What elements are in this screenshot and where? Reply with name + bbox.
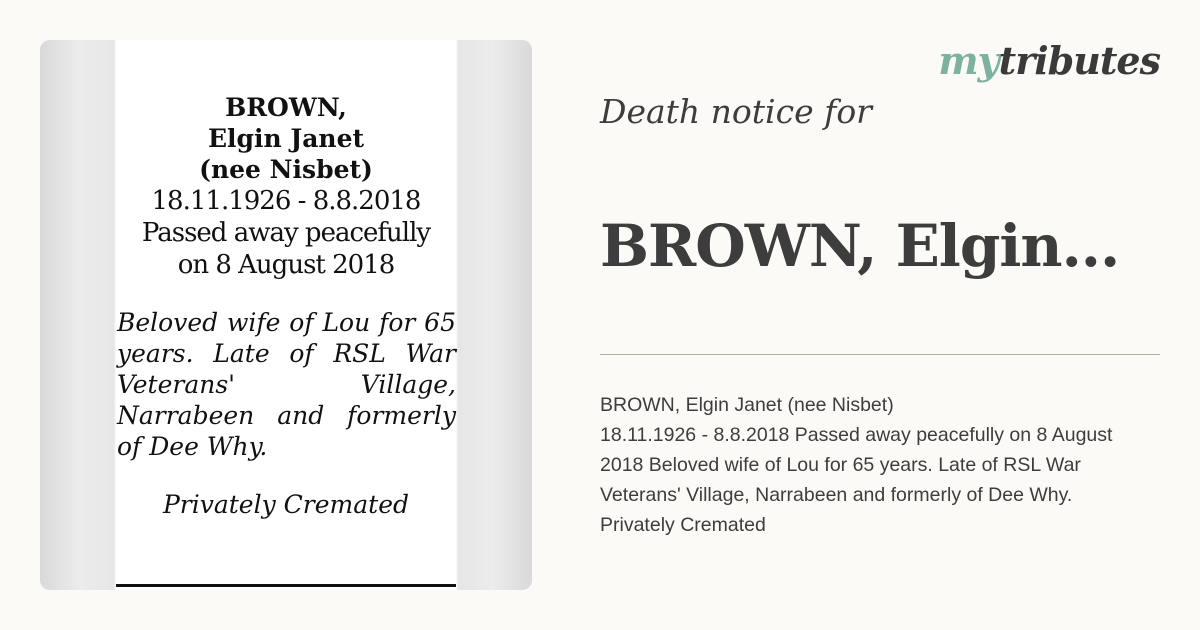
logo-tributes: tributes [998, 38, 1160, 83]
notice-prefix: Death notice for [600, 92, 872, 131]
clipping-dates-block [116, 185, 456, 281]
clipping-dates: 18.11.1926 - 8.8.2018 [151, 186, 421, 216]
clipping-maiden-name: (nee Nisbet) [199, 155, 373, 184]
clipping-passed-line: Passed away peacefully [141, 218, 431, 248]
clipping-date-line: on 8 August 2018 [177, 250, 395, 280]
deceased-name-title: BROWN, Elgin... [600, 212, 1120, 280]
divider [600, 354, 1160, 355]
notice-body-text: BROWN, Elgin Janet (nee Nisbet) 18.11.1926 - 8.8.2018 Passed away peacefully on 8 August 2018 Beloved wife of Lou for 65 years. Late of RSL War Veterans' Village, Narrabeen and formerly of Dee Why. Privately Cremated [600, 394, 1113, 536]
newspaper-clipping [116, 40, 456, 587]
clipping-name [116, 92, 456, 185]
clipping-footer: Privately Cremated [162, 490, 410, 519]
clipping-given-names: Elgin Janet [207, 124, 365, 153]
notice-image [40, 40, 532, 590]
clipping-paragraph: Beloved wife of Lou for 65 years. Late of RSL War Veterans' Village, Narrabeen and formerly of Dee Why. [117, 308, 456, 461]
logo-my: my [938, 38, 999, 83]
clipping-surname: BROWN, [225, 93, 347, 122]
mytributes-logo[interactable] [938, 38, 1160, 83]
